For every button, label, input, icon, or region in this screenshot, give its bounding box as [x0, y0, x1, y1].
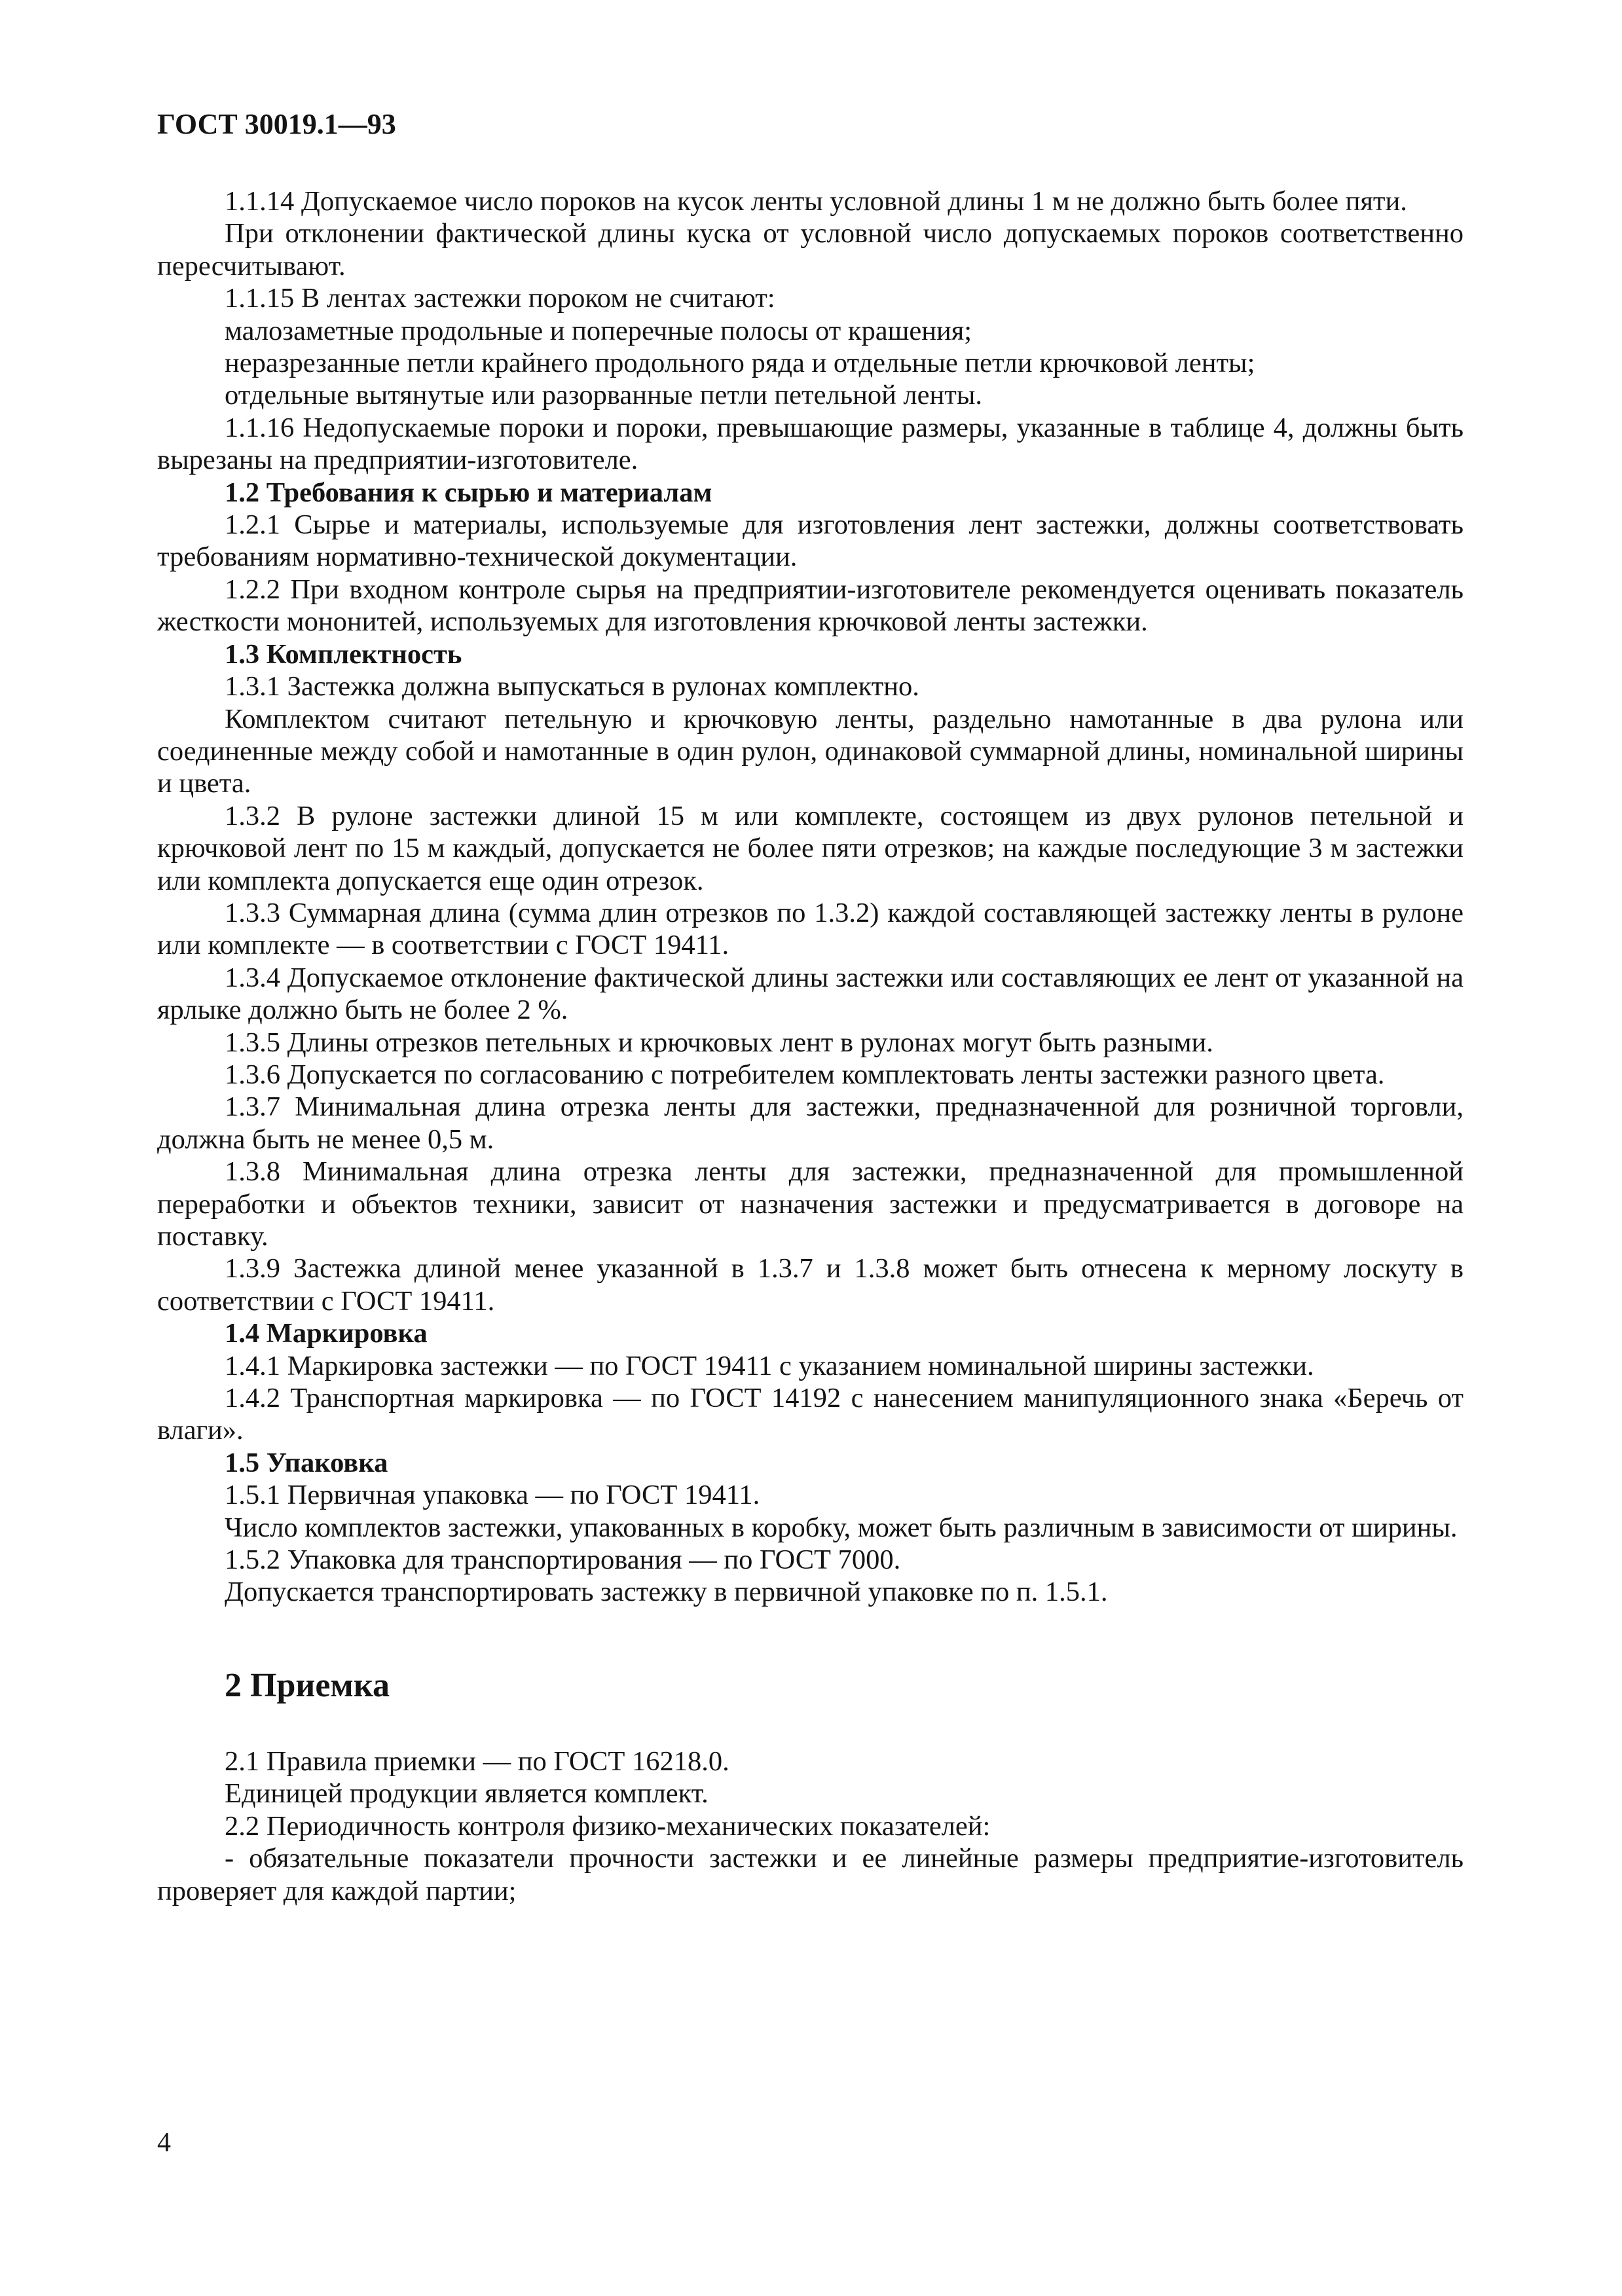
subsection-heading: 1.2 Требования к сырью и материалам: [225, 477, 712, 508]
document-header: ГОСТ 30019.1—93: [157, 108, 396, 140]
page-number: 4: [157, 2128, 171, 2158]
paragraph: 1.2.2 При входном контроле сырья на предприятии-изготовителе рекомендуется оценивать показатель жесткости мононитей, используемых для изготовления крючковой ленты застежки.: [157, 574, 1464, 638]
document-body: [157, 185, 1464, 1907]
paragraph: 1.1.16 Недопускаемые пороки и пороки, превышающие размеры, указанные в таблице 4, должны быть вырезаны на предприятии-изготовителе.: [157, 412, 1464, 476]
list-item: отдельные вытянутые или разорванные петли петельной ленты.: [225, 380, 983, 411]
paragraph: 1.3.8 Минимальная длина отрезка ленты для застежки, предназначенной для промышленной переработки и объектов техники, зависит от назначения застежки и предусматривается в договоре на поставку.: [157, 1156, 1464, 1252]
paragraph: 1.3.9 Застежка длиной менее указанной в 1.3.7 и 1.3.8 может быть отнесена к мерному лоскуту в соответствии с ГОСТ 19411.: [157, 1253, 1464, 1317]
paragraph: - обязательные показатели прочности застежки и ее линейные размеры предприятие-изготовитель проверяет для каждой партии;: [157, 1843, 1464, 1906]
paragraph: 1.3.5 Длины отрезков петельных и крючковых лент в рулонах могут быть разными.: [225, 1027, 1213, 1058]
list-item: малозаметные продольные и поперечные полосы от крашения;: [225, 315, 972, 346]
section-heading: 2 Приемка: [225, 1666, 390, 1704]
subsection-heading: 1.4 Маркировка: [225, 1318, 428, 1349]
paragraph: 1.3.6 Допускается по согласованию с потребителем комплектовать ленты застежки разного цвета.: [225, 1059, 1385, 1090]
paragraph: 1.2.1 Сырье и материалы, используемые для изготовления лент застежки, должны соответствовать требованиям нормативно-технической документации.: [157, 509, 1464, 573]
paragraph: 1.5.2 Упаковка для транспортирования — по ГОСТ 7000.: [225, 1544, 901, 1576]
paragraph: 1.3.4 Допускаемое отклонение фактической длины застежки или составляющих ее лент от указанной на ярлыке должно быть не более 2 %.: [157, 962, 1464, 1026]
paragraph: Единицей продукции является комплект.: [225, 1778, 709, 1810]
paragraph: 1.1.15 В лентах застежки пороком не считают:: [225, 283, 775, 314]
paragraph: 2.2 Периодичность контроля физико-механических показателей:: [225, 1810, 991, 1842]
paragraph: 1.3.2 В рулоне застежки длиной 15 м или комплекте, состоящем из двух рулонов петельной и крючковой лент по 15 м каждый, допускается не более пяти отрезков; на каждые последующие 3 м застежки или комплекта допускается еще один отрезок.: [157, 800, 1464, 896]
paragraph: Допускается транспортировать застежку в первичной упаковке по п. 1.5.1.: [225, 1576, 1108, 1608]
subsection-heading: 1.5 Упаковка: [225, 1447, 388, 1478]
paragraph: Комплектом считают петельную и крючковую ленты, раздельно намотанные в два рулона или соединенные между собой и намотанные в один рулон, одинаковой суммарной длины, номинальной ширины и цвета.: [157, 703, 1464, 799]
paragraph: 1.3.7 Минимальная длина отрезка ленты для застежки, предназначенной для розничной торговли, должна быть не менее 0,5 м.: [157, 1091, 1464, 1155]
paragraph: 1.4.2 Транспортная маркировка — по ГОСТ 14192 с нанесением манипуляционного знака «Беречь от влаги».: [157, 1383, 1464, 1446]
paragraph: 1.4.1 Маркировка застежки — по ГОСТ 19411 с указанием номинальной ширины застежки.: [225, 1350, 1314, 1381]
paragraph: 2.1 Правила приемки — по ГОСТ 16218.0.: [225, 1745, 729, 1777]
paragraph: 1.3.1 Застежка должна выпускаться в рулонах комплектно.: [225, 671, 919, 702]
paragraph: 1.1.14 Допускаемое число пороков на кусок ленты условной длины 1 м не должно быть более пяти.: [225, 186, 1407, 217]
subsection-heading: 1.3 Комплектность: [225, 638, 462, 670]
list-item: неразрезанные петли крайнего продольного ряда и отдельные петли крючковой ленты;: [225, 348, 1255, 379]
paragraph: 1.5.1 Первичная упаковка — по ГОСТ 19411.: [225, 1480, 760, 1511]
paragraph: 1.3.3 Суммарная длина (сумма длин отрезков по 1.3.2) каждой составляющей застежку ленты в рулоне или комплекте — в соответствии с ГОСТ 19411.: [157, 897, 1464, 961]
paragraph: При отклонении фактической длины куска от условной число допускаемых пороков соответственно пересчитывают.: [157, 218, 1464, 282]
paragraph: Число комплектов застежки, упакованных в коробку, может быть различным в зависимости от ширины.: [225, 1512, 1458, 1543]
